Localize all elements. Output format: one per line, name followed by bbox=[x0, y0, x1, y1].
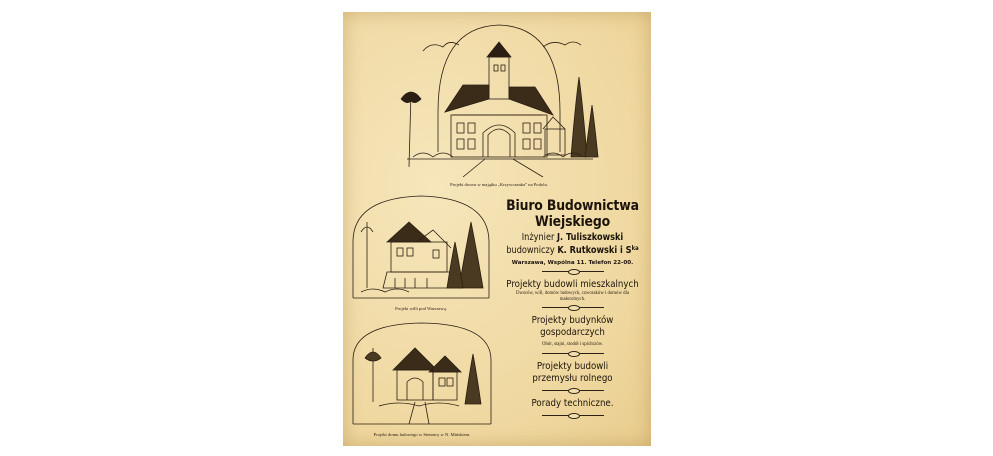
advertisement-block bbox=[495, 198, 650, 423]
builder-prefix: budowniczy bbox=[506, 244, 555, 256]
ornament-divider bbox=[542, 306, 604, 310]
folk-house-illustration bbox=[349, 320, 495, 430]
service1-title: Projekty budowli mieszkalnych bbox=[506, 279, 639, 291]
manor-house-illustration bbox=[393, 17, 605, 182]
ornament-divider bbox=[542, 270, 604, 274]
builder-name: K. Rutkowski i S bbox=[557, 244, 632, 256]
service4-title: Porady techniczne. bbox=[531, 397, 614, 409]
ornament-divider bbox=[542, 414, 604, 418]
scanned-page bbox=[343, 12, 651, 446]
service2-title-b: gospodarczych bbox=[540, 327, 605, 339]
service3-title-b: przemysłu rolnego bbox=[532, 372, 613, 384]
caption-top: Projekt dworu w majątku „Krzywczanka” na Podolu. bbox=[450, 182, 548, 187]
ad-title-line1: Biuro Budownictwa bbox=[506, 198, 639, 214]
service1-detail: Dworów, will, domów ludowych, czworaków i domów dla małorolnych. bbox=[516, 291, 629, 302]
builder-suffix: ka bbox=[631, 244, 639, 252]
caption-middle: Projekt willi pod Warszawą. bbox=[395, 306, 447, 311]
ornament-divider bbox=[542, 352, 604, 356]
ornament-divider bbox=[542, 389, 604, 393]
service2-title-a: Projekty budynków bbox=[531, 315, 614, 327]
engineer-name: J. Tuliszkowski bbox=[556, 232, 624, 243]
engineer-prefix: Inżynier bbox=[521, 232, 555, 243]
address-line: Warszawa, Wspólna 11. Telefon 22-00. bbox=[511, 260, 634, 267]
ad-title-line2: Wiejskiego bbox=[534, 214, 610, 230]
service2-detail: Obór, stajni, stodół i spichrzów. bbox=[542, 342, 603, 348]
service3-title-a: Projekty budowli bbox=[536, 360, 609, 372]
engineer-line bbox=[504, 233, 640, 244]
builder-line bbox=[504, 244, 640, 257]
villa-illustration bbox=[347, 192, 495, 304]
caption-bottom: Projekt domu ludowego w Siennicy w N. Mińskiem. bbox=[373, 432, 471, 437]
